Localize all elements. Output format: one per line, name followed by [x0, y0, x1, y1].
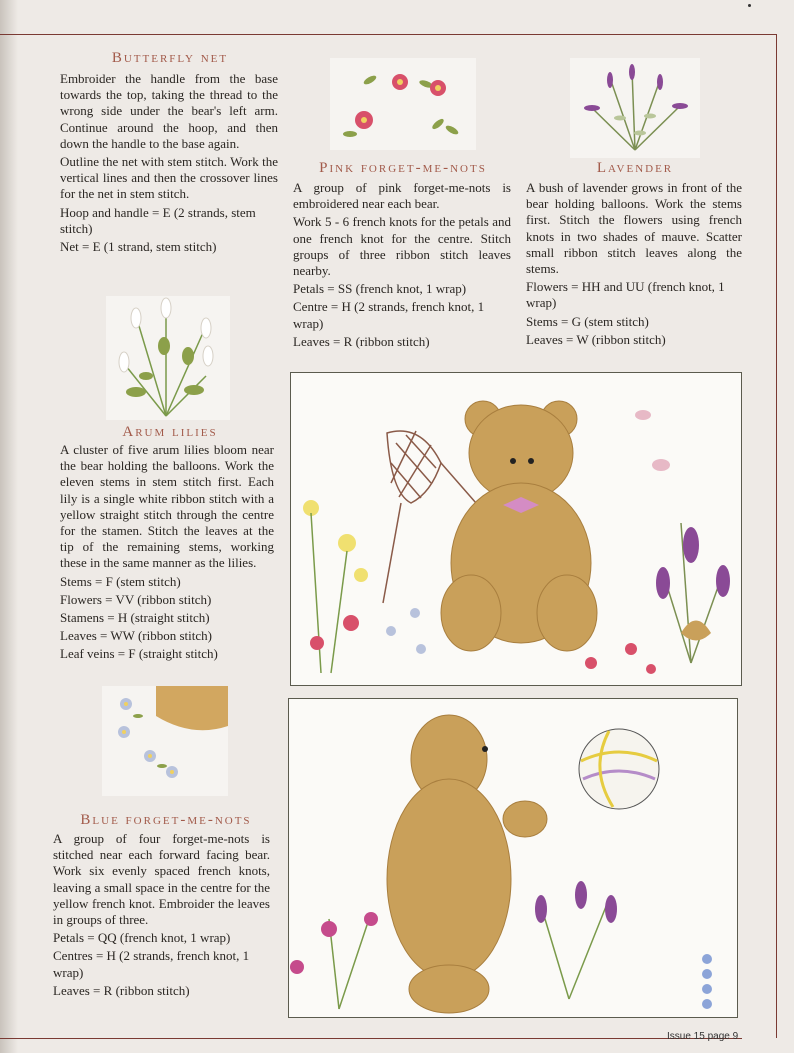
- pink-forget-me-nots-para: A group of pink forget-me-nots is embroidered near each bear.: [293, 180, 511, 212]
- pink-forget-me-nots-spec: Centre = H (2 strands, french knot, 1 wrap): [293, 299, 485, 331]
- butterfly-net-text: [60, 71, 278, 257]
- lavender-para: A bush of lavender grows in front of the bear holding balloons. Work the stems first. Stitch the flowers using french knots in two shades of mauve. Scatter small ribbon stitch leaves along the stems.: [526, 180, 742, 277]
- bear-ball-illustration: [289, 699, 737, 1017]
- pink-forget-me-nots-spec: Petals = SS (french knot, 1 wrap): [293, 281, 467, 297]
- butterfly-net-spec: Net = E (1 strand, stem stitch): [60, 239, 217, 255]
- blue-forget-me-nots-text: [53, 831, 270, 1001]
- butterfly-net-para: Outline the net with stem stitch. Work the vertical lines and then the crossover lines for the net in stem stitch.: [60, 154, 278, 202]
- arum-lilies-spec: Leaf veins = F (straight stitch): [60, 646, 218, 662]
- blue-forget-me-nots-spec: Centres = H (2 strands, french knot, 1 wrap): [53, 948, 250, 980]
- lily-icon: [106, 296, 230, 420]
- arum-lilies-spec: Leaves = WW (ribbon stitch): [60, 628, 212, 644]
- bear-net-illustration: [291, 373, 741, 685]
- blue-forget-me-nots-spec: Petals = QQ (french knot, 1 wrap): [53, 930, 231, 946]
- pink-forget-me-nots-swatch: [330, 58, 476, 150]
- blue-forget-me-nots-heading: Blue forget-me-nots: [80, 812, 252, 828]
- arum-lilies-heading: Arum lilies: [122, 424, 218, 440]
- page-number: Issue 15 page 9: [667, 1031, 739, 1042]
- arum-lilies-text: [60, 442, 274, 665]
- page-gutter-shadow: [0, 0, 18, 1053]
- lavender-heading: Lavender: [596, 160, 674, 176]
- frame-top-rule: [0, 34, 776, 35]
- pink-forget-me-nots-text: [293, 180, 511, 352]
- blue-forget-me-nots-para: A group of four forget-me-nots is stitched near each forward facing bear. Work six evenly spaced french knots, leaving a small space in the centre for the yellow french knot. Embroider the leaves in groups of three.: [53, 831, 270, 928]
- blue-flower-icon: [102, 686, 228, 796]
- blue-forget-me-nots-spec: Leaves = R (ribbon stitch): [53, 982, 190, 998]
- pink-forget-me-nots-para: Work 5 - 6 french knots for the petals and one french knot for the centre. Stitch groups of three ribbon stitch leaves nearby.: [293, 214, 511, 279]
- lavender-spec: Leaves = W (ribbon stitch): [526, 331, 666, 347]
- lavender-icon: [570, 58, 700, 158]
- arum-lilies-spec: Flowers = VV (ribbon stitch): [60, 591, 212, 607]
- butterfly-net-spec: Hoop and handle = E (2 strands, stem stitch): [60, 204, 256, 236]
- blue-forget-me-nots-swatch: [102, 686, 228, 796]
- lavender-swatch: [570, 58, 700, 158]
- lavender-spec: Stems = G (stem stitch): [526, 313, 649, 329]
- arum-lilies-spec: Stamens = H (straight stitch): [60, 610, 210, 626]
- frame-right-rule: [776, 34, 777, 1038]
- bear-with-ball-photo: [288, 698, 738, 1018]
- pink-forget-me-nots-heading: Pink forget-me-nots: [319, 160, 487, 176]
- arum-lilies-para: A cluster of five arum lilies bloom near the bear holding the balloons. Work the eleven stems in stem stitch first. Each lily is a single white ribbon stitch with a yellow straight stitch through the centre for the stamen. Stitch the leaves at the tip of the remaining stems, working these in the same manner as the lilies.: [60, 442, 274, 571]
- lavender-text: [526, 180, 742, 350]
- pink-flower-icon: [330, 58, 476, 150]
- frame-bottom-rule: [0, 1038, 742, 1039]
- page-speck: [748, 4, 751, 7]
- butterfly-net-heading: Butterfly net: [111, 50, 229, 66]
- arum-lilies-spec: Stems = F (stem stitch): [60, 573, 181, 589]
- bear-with-net-photo: [290, 372, 742, 686]
- arum-lilies-swatch: [106, 296, 230, 420]
- butterfly-net-para: Embroider the handle from the base towards the top, taking the thread to the wrong side under the bear's left arm. Continue around the hoop, and then down the handle to the base again.: [60, 71, 278, 151]
- pink-forget-me-nots-spec: Leaves = R (ribbon stitch): [293, 333, 430, 349]
- lavender-spec: Flowers = HH and UU (french knot, 1 wrap): [526, 279, 725, 311]
